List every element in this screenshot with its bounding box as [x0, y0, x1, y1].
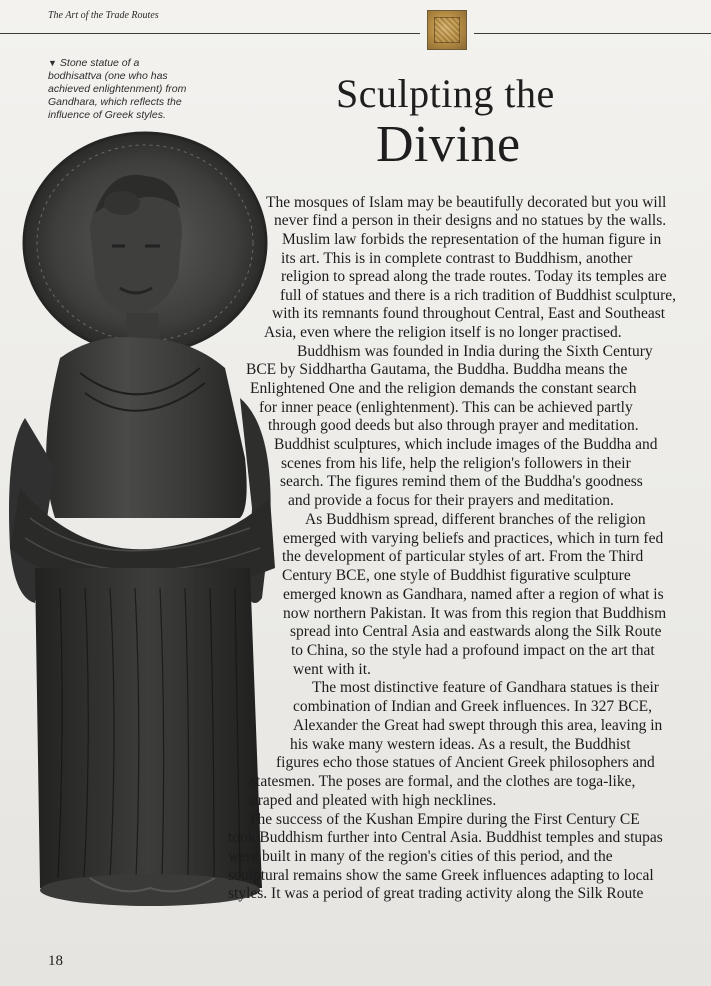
- page-title-line2: Divine: [376, 116, 521, 173]
- image-caption: [48, 57, 228, 122]
- body-text-line: scenes from his life, help the religion's followers in their: [281, 455, 631, 472]
- body-text-line: draped and pleated with high necklines.: [250, 792, 497, 809]
- caption-line: Gandhara, which reflects the: [48, 96, 182, 108]
- body-text-line: Buddhist sculptures, which include images of the Buddha and: [274, 436, 658, 453]
- header-emblem-icon: [427, 10, 467, 50]
- body-text-line: went with it.: [293, 661, 371, 678]
- body-text-line: The mosques of Islam may be beautifully decorated but you will: [266, 194, 667, 211]
- body-text-line: emerged known as Gandhara, named after a region of what is: [283, 586, 664, 603]
- body-text-line: spread into Central Asia and eastwards along the Silk Route: [290, 623, 662, 640]
- caption-line: Stone statue of a: [59, 57, 140, 69]
- body-text-line: search. The figures remind them of the Buddha's goodness: [280, 473, 643, 490]
- body-text-line: never find a person in their designs and no statues by the walls.: [274, 212, 667, 229]
- page-number: 18: [48, 953, 63, 969]
- body-text-line: his wake many western ideas. As a result, the Buddhist: [290, 736, 631, 753]
- body-text-line: the development of particular styles of art. From the Third: [282, 548, 644, 565]
- body-text-line: its art. This is in complete contrast to Buddhism, another: [281, 250, 633, 267]
- body-text-line: Asia, even where the religion itself is no longer practised.: [264, 324, 622, 341]
- body-text-line: Buddhism was founded in India during the Sixth Century: [297, 343, 653, 360]
- body-text-line: with its remnants found throughout Central, East and Southeast: [272, 305, 666, 322]
- page-title-line1: Sculpting the: [336, 71, 555, 116]
- header-rule-left: [0, 33, 420, 34]
- body-text-line: Alexander the Great had swept through this area, leaving in: [293, 717, 663, 734]
- body-text-line: styles. It was a period of great trading activity along the Silk Route: [228, 885, 644, 902]
- body-text-line: religion to spread along the trade routes. Today its temples are: [281, 268, 667, 285]
- caption-marker-icon: ▼: [48, 58, 57, 68]
- caption-line: bodhisattva (one who has: [48, 70, 168, 82]
- body-text-line: to China, so the style had a profound impact on the art that: [291, 642, 655, 659]
- body-text-line: and provide a focus for their prayers and meditation.: [288, 492, 614, 509]
- body-text-line: figures echo those statues of Ancient Greek philosophers and: [276, 754, 655, 771]
- body-text-line: full of statues and there is a rich tradition of Buddhist sculpture,: [280, 287, 677, 304]
- caption-line: influence of Greek styles.: [48, 109, 166, 121]
- body-text-line: Enlightened One and the religion demands the constant search: [250, 380, 637, 397]
- body-text-line: As Buddhism spread, different branches of the religion: [305, 511, 646, 528]
- running-header: The Art of the Trade Routes: [48, 10, 159, 21]
- header-rule-right: [474, 33, 711, 34]
- body-text-line: took Buddhism further into Central Asia. Buddhist temples and stupas: [228, 829, 663, 846]
- body-text-line: combination of Indian and Greek influences. In 327 BCE,: [293, 698, 652, 715]
- body-text-line: statesmen. The poses are formal, and the clothes are toga-like,: [250, 773, 636, 790]
- body-text-line: The most distinctive feature of Gandhara statues is their: [312, 679, 659, 696]
- bodhisattva-statue-image: [0, 128, 290, 918]
- body-text-line: Muslim law forbids the representation of the human figure in: [282, 231, 662, 248]
- body-text-line: sculptural remains show the same Greek influences adapting to local: [228, 867, 654, 884]
- body-text-line: BCE by Siddhartha Gautama, the Buddha. Buddha means the: [246, 361, 628, 378]
- caption-line: achieved enlightenment) from: [48, 83, 187, 95]
- body-text-line: through good deeds but also through prayer and meditation.: [268, 417, 639, 434]
- body-text-line: were built in many of the region's cities of this period, and the: [228, 848, 613, 865]
- body-text-line: now northern Pakistan. It was from this region that Buddhism: [283, 605, 667, 622]
- body-text-line: The success of the Kushan Empire during the First Century CE: [248, 811, 640, 828]
- body-text-line: for inner peace (enlightenment). This can be achieved partly: [259, 399, 633, 416]
- body-text-line: Century BCE, one style of Buddhist figurative sculpture: [282, 567, 631, 584]
- body-text-line: emerged with varying beliefs and practices, which in turn fed: [283, 530, 664, 547]
